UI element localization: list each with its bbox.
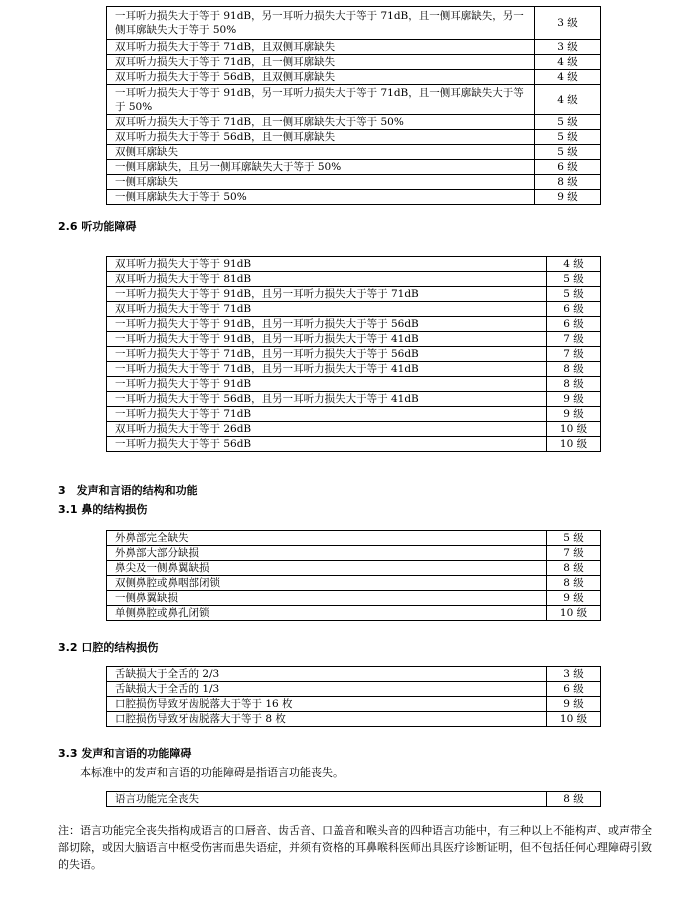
condition-cell: 口腔损伤导致牙齿脱落大于等于 8 枚 xyxy=(107,712,547,727)
grade-cell: 9 级 xyxy=(547,591,601,606)
table-row xyxy=(107,377,601,392)
table-row xyxy=(107,792,601,807)
condition-cell: 一侧鼻翼缺损 xyxy=(107,591,547,606)
condition-cell: 一侧耳廓缺失，且另一侧耳廓缺失大于等于 50% xyxy=(107,160,535,175)
grade-cell: 7 级 xyxy=(547,332,601,347)
table-row xyxy=(107,115,601,130)
condition-cell: 双侧耳廓缺失 xyxy=(107,145,535,160)
condition-cell: 一耳听力损失大于等于 71dB，且另一耳听力损失大于等于 41dB xyxy=(107,362,547,377)
table-row xyxy=(107,392,601,407)
table-row xyxy=(107,531,601,546)
grade-cell: 8 级 xyxy=(547,377,601,392)
table-row xyxy=(107,272,601,287)
grade-cell: 4 级 xyxy=(535,70,601,85)
table-row xyxy=(107,55,601,70)
condition-cell: 一耳听力损失大于等于 71dB，且另一耳听力损失大于等于 56dB xyxy=(107,347,547,362)
condition-cell: 外鼻部大部分缺损 xyxy=(107,546,547,561)
condition-cell: 一耳听力损失大于等于 91dB，且另一耳听力损失大于等于 71dB xyxy=(107,287,547,302)
grade-cell: 3 级 xyxy=(547,667,601,682)
table-row xyxy=(107,347,601,362)
grade-cell: 9 级 xyxy=(547,392,601,407)
condition-cell: 双耳听力损失大于等于 81dB xyxy=(107,272,547,287)
footnote: 注：语言功能完全丧失指构成语言的口唇音、齿舌音、口盖音和喉头音的四种语言功能中，有三种以上不能构声、或声带全部切除，或因大脑语言中枢受伤害而患失语症，并须有资格的耳鼻喉科医师出具医疗诊断证明，但不包括任何心理障碍引致的失语。 xyxy=(58,824,652,871)
table-row xyxy=(107,422,601,437)
section-heading-3-3: 3.3 发声和言语的功能障碍 xyxy=(58,747,192,760)
grade-cell: 8 级 xyxy=(547,561,601,576)
grade-cell: 8 级 xyxy=(547,792,601,807)
table-row xyxy=(107,561,601,576)
table-row xyxy=(107,190,601,205)
grade-cell: 9 级 xyxy=(547,407,601,422)
table-row xyxy=(107,546,601,561)
condition-cell: 双耳听力损失大于等于 71dB，且双侧耳廓缺失 xyxy=(107,40,535,55)
grade-cell: 5 级 xyxy=(547,287,601,302)
condition-cell: 一耳听力损失大于等于 91dB xyxy=(107,377,547,392)
hearing-function-grade-table xyxy=(106,256,601,452)
table-row xyxy=(107,576,601,591)
oral-structure-grade-table xyxy=(106,666,601,727)
grade-cell: 7 级 xyxy=(547,546,601,561)
condition-cell: 一耳听力损失大于等于 56dB，且另一耳听力损失大于等于 41dB xyxy=(107,392,547,407)
condition-cell: 一耳听力损失大于等于 56dB xyxy=(107,437,547,452)
grade-cell: 4 级 xyxy=(535,85,601,115)
grade-cell: 10 级 xyxy=(547,422,601,437)
condition-cell: 鼻尖及一侧鼻翼缺损 xyxy=(107,561,547,576)
grade-cell: 8 级 xyxy=(547,576,601,591)
table-row xyxy=(107,712,601,727)
table-row xyxy=(107,7,601,40)
table-row xyxy=(107,130,601,145)
table-row xyxy=(107,160,601,175)
condition-cell: 双耳听力损失大于等于 71dB，且一侧耳廓缺失 xyxy=(107,55,535,70)
grade-cell: 9 级 xyxy=(535,190,601,205)
table-row xyxy=(107,437,601,452)
grade-cell: 4 级 xyxy=(547,257,601,272)
table-row xyxy=(107,85,601,115)
grade-cell: 6 级 xyxy=(547,317,601,332)
table-row xyxy=(107,317,601,332)
grade-cell: 5 级 xyxy=(535,130,601,145)
table-row xyxy=(107,362,601,377)
condition-cell: 语言功能完全丧失 xyxy=(107,792,547,807)
table-row xyxy=(107,70,601,85)
grade-cell: 5 级 xyxy=(535,145,601,160)
table-row xyxy=(107,332,601,347)
grade-cell: 7 级 xyxy=(547,347,601,362)
table-row xyxy=(107,175,601,190)
condition-cell: 一侧耳廓缺失大于等于 50% xyxy=(107,190,535,205)
condition-cell: 一侧耳廓缺失 xyxy=(107,175,535,190)
grade-cell: 6 级 xyxy=(547,682,601,697)
condition-cell: 外鼻部完全缺失 xyxy=(107,531,547,546)
condition-cell: 双耳听力损失大于等于 56dB，且一侧耳廓缺失 xyxy=(107,130,535,145)
table-row xyxy=(107,407,601,422)
table-row xyxy=(107,682,601,697)
grade-cell: 5 级 xyxy=(535,115,601,130)
condition-cell: 双耳听力损失大于等于 56dB，且双侧耳廓缺失 xyxy=(107,70,535,85)
condition-cell: 单侧鼻腔或鼻孔闭锁 xyxy=(107,606,547,621)
nose-structure-grade-table xyxy=(106,530,601,621)
condition-cell: 一耳听力损失大于等于 71dB xyxy=(107,407,547,422)
grade-cell: 5 级 xyxy=(547,272,601,287)
grade-cell: 8 级 xyxy=(535,175,601,190)
grade-cell: 8 级 xyxy=(547,362,601,377)
grade-cell: 10 级 xyxy=(547,712,601,727)
grade-cell: 3 级 xyxy=(535,40,601,55)
table-row xyxy=(107,667,601,682)
speech-function-grade-table xyxy=(106,791,601,807)
condition-cell: 双耳听力损失大于等于 71dB，且一侧耳廓缺失大于等于 50% xyxy=(107,115,535,130)
table-row xyxy=(107,257,601,272)
condition-cell: 一耳听力损失大于等于 91dB，另一耳听力损失大于等于 71dB，且一侧耳廓缺失，另一侧耳廓缺失大于等于 50% xyxy=(107,7,535,40)
condition-cell: 一耳听力损失大于等于 91dB，且另一耳听力损失大于等于 41dB xyxy=(107,332,547,347)
section-heading-2-6: 2.6 听功能障碍 xyxy=(58,220,137,233)
section-heading-3-2: 3.2 口腔的结构损伤 xyxy=(58,641,159,654)
grade-cell: 6 级 xyxy=(547,302,601,317)
grade-cell: 10 级 xyxy=(547,437,601,452)
condition-cell: 双侧鼻腔或鼻咽部闭锁 xyxy=(107,576,547,591)
table-row xyxy=(107,40,601,55)
table-row xyxy=(107,287,601,302)
section-3-3-intro: 本标准中的发声和言语的功能障碍是指语言功能丧失。 xyxy=(80,766,344,779)
table-row xyxy=(107,302,601,317)
section-heading-3: 3 发声和言语的结构和功能 xyxy=(58,484,198,497)
table-row xyxy=(107,591,601,606)
condition-cell: 一耳听力损失大于等于 91dB，且另一耳听力损失大于等于 56dB xyxy=(107,317,547,332)
condition-cell: 一耳听力损失大于等于 91dB，另一耳听力损失大于等于 71dB，且一侧耳廓缺失大于等于 50% xyxy=(107,85,535,115)
condition-cell: 双耳听力损失大于等于 26dB xyxy=(107,422,547,437)
grade-cell: 3 级 xyxy=(535,7,601,40)
condition-cell: 舌缺损大于全舌的 1/3 xyxy=(107,682,547,697)
condition-cell: 口腔损伤导致牙齿脱落大于等于 16 枚 xyxy=(107,697,547,712)
grade-cell: 10 级 xyxy=(547,606,601,621)
section-heading-3-1: 3.1 鼻的结构损伤 xyxy=(58,503,148,516)
ear-combined-grade-table xyxy=(106,6,601,205)
table-row xyxy=(107,697,601,712)
condition-cell: 舌缺损大于全舌的 2/3 xyxy=(107,667,547,682)
grade-cell: 5 级 xyxy=(547,531,601,546)
table-row xyxy=(107,145,601,160)
condition-cell: 双耳听力损失大于等于 91dB xyxy=(107,257,547,272)
table-row xyxy=(107,606,601,621)
grade-cell: 6 级 xyxy=(535,160,601,175)
grade-cell: 4 级 xyxy=(535,55,601,70)
grade-cell: 9 级 xyxy=(547,697,601,712)
condition-cell: 双耳听力损失大于等于 71dB xyxy=(107,302,547,317)
